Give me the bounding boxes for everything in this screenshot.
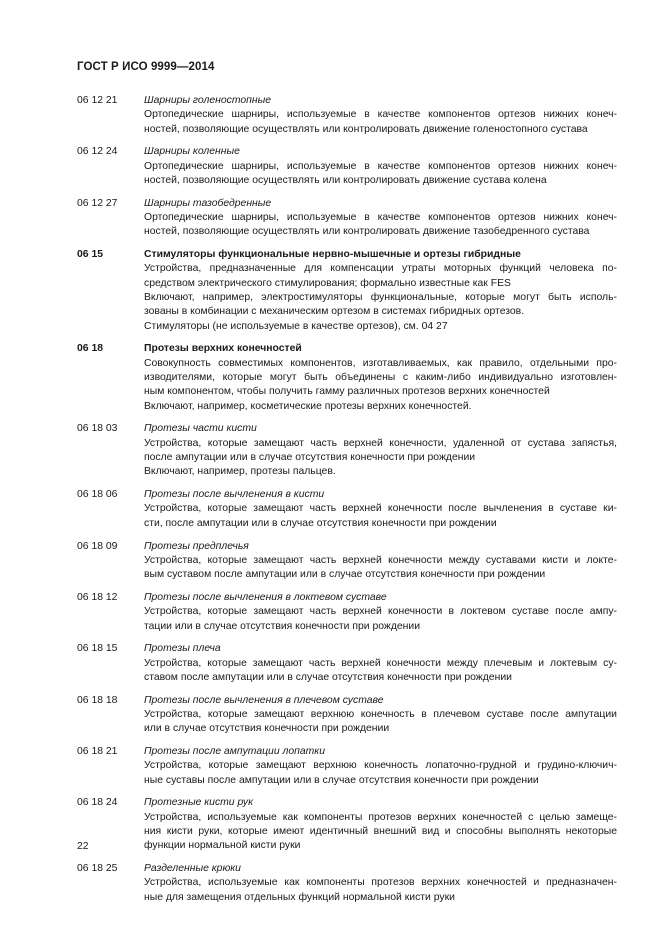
entry-title: Протезы после вычленения в плечевом суставе	[144, 694, 384, 706]
entry-text-line: Устройства, которые замещают часть верхней конечности между суставами кисти и локте-	[144, 554, 617, 566]
classification-entries	[77, 94, 617, 914]
entry-body	[144, 796, 617, 853]
document-header: ГОСТ Р ИСО 9999—2014	[77, 61, 215, 73]
entry-title: Шарниры коленные	[144, 146, 240, 158]
entry-code: 06 18 09	[77, 540, 118, 552]
entry-title: Стимуляторы функциональные нервно-мышечные и ортезы гибридные	[144, 249, 521, 261]
classification-entry	[77, 642, 617, 685]
entry-code: 06 15	[77, 249, 104, 261]
entry-text-line: Включают, например, протезы пальцев.	[144, 466, 336, 478]
entry-text-line: Ортопедические шарниры, используемые в качестве компонентов ортезов нижних конеч-	[144, 212, 617, 224]
entry-text-line: Устройства, которые замещают верхнюю конечность в плечевом суставе после ампутации	[144, 708, 617, 720]
entry-text-line: ностей, позволяющие осуществлять или контролировать движение тазобедренного сустава	[144, 226, 590, 238]
entry-text-line: зованы в комбинации с механическим ортезом в системах гибридных ортезов.	[144, 306, 525, 318]
entry-code: 06 12 21	[77, 95, 118, 106]
entry-code: 06 12 24	[77, 146, 118, 158]
entry-title: Протезы верхних конечностей	[144, 343, 302, 355]
entry-title: Разделенные крюки	[144, 863, 241, 875]
entry-text-line: ставом после ампутации или в случае отсутствия конечности при рождении	[144, 671, 512, 683]
entry-text-line: или в случае отсутствия конечности при рождении	[144, 723, 390, 735]
entry-code: 06 12 27	[77, 197, 118, 209]
entry-text-line: ные суставы после ампутации или в случае отсутствия конечности при рождении	[144, 774, 539, 786]
entry-title: Протезы после ампутации лопатки	[144, 746, 325, 758]
entry-body	[144, 342, 617, 413]
entry-code: 06 18 21	[77, 746, 118, 758]
entry-text-line: Включают, например, косметические протезы верхних конечностей.	[144, 400, 472, 412]
entry-text-line: Ортопедические шарниры, используемые в качестве компонентов ортезов нижних конеч-	[144, 160, 617, 172]
classification-entry	[77, 248, 617, 334]
entry-body	[144, 694, 617, 737]
entry-code: 06 18 25	[77, 863, 118, 875]
entry-text-line: ным компонентом, чтобы получить гамму различных протезов верхних конечностей	[144, 386, 550, 398]
classification-entry	[77, 745, 617, 788]
entry-text-line: Включают, например, электростимуляторы функциональные, которые могут быть исполь-	[144, 292, 617, 304]
entry-text-line: средством электрического стимулирования; формально известные как FES	[144, 277, 511, 289]
entry-text-line: Устройства, которые замещают часть верхней конечности в локтевом суставе после ампу-	[144, 606, 617, 618]
entry-text-line: ния кисти руки, которые имеют идентичный внешний вид и способны выполнять некоторые	[144, 826, 617, 838]
entry-text-line: Устройства, используемые как компоненты протезов верхних конечностей с целью замеще-	[144, 811, 617, 823]
entry-title: Протезные кисти рук	[144, 797, 253, 809]
page-number: 22	[77, 841, 89, 852]
classification-entry	[77, 145, 617, 188]
entry-code: 06 18 18	[77, 694, 118, 706]
entry-title: Протезы после вычленения в локтевом суставе	[144, 591, 387, 603]
entry-title: Протезы части кисти	[144, 423, 257, 435]
entry-text-line: Совокупность совместимых компонентов, изготавливаемых, как правило, отдельными про-	[144, 357, 617, 369]
entry-text-line: после ампутации или в случае отсутствия конечности при рождении	[144, 452, 476, 464]
entry-text-line: Устройства, которые замещают часть верхней конечности после вычленения в суставе ки-	[144, 503, 617, 515]
entry-text-line: ностей, позволяющие осуществлять или контролировать движение сустава колена	[144, 174, 547, 186]
entry-text-line: ные для замещения отдельных функций нормальной кисти руки	[144, 891, 455, 903]
entry-code: 06 18 15	[77, 643, 118, 655]
entry-body	[144, 488, 617, 531]
classification-entry	[77, 94, 617, 137]
entry-text-line: Устройства, которые замещают часть верхней конечности между плечевым и локтевым су-	[144, 657, 617, 669]
entry-body	[144, 540, 617, 583]
entry-body	[144, 422, 617, 479]
classification-entry	[77, 197, 617, 240]
entry-text-line: функции нормальной кисти руки	[144, 840, 301, 852]
classification-entry	[77, 488, 617, 531]
entry-body	[144, 94, 617, 137]
entry-body	[144, 145, 617, 188]
classification-entry	[77, 796, 617, 853]
entry-text-line: вым суставом после ампутации или в случае отсутствия конечности при рождении	[144, 569, 546, 581]
entry-body	[144, 591, 617, 634]
entry-body	[144, 642, 617, 685]
entry-body	[144, 745, 617, 788]
classification-entry	[77, 342, 617, 413]
entry-title: Протезы после вычленения в кисти	[144, 489, 325, 501]
entry-text-line: изводителями, которые могут быть объединены с каким-либо индивидуально изготовлен-	[144, 372, 617, 384]
entry-text-line: ностей, позволяющие осуществлять или контролировать движение голеностопного сустава	[144, 123, 588, 135]
entry-title: Шарниры голеностопные	[144, 95, 271, 106]
entry-body	[144, 862, 617, 905]
entry-text-line: тации или в случае отсутствия конечности при рождении	[144, 620, 421, 632]
entry-text-line: Устройства, предназначенные для компенсации утраты моторных функций человека по-	[144, 263, 617, 275]
entry-title: Протезы плеча	[144, 643, 221, 655]
entry-body	[144, 248, 617, 334]
classification-entry	[77, 694, 617, 737]
entry-code: 06 18 24	[77, 797, 118, 809]
classification-entry	[77, 422, 617, 479]
classification-entry	[77, 591, 617, 634]
entry-title: Шарниры тазобедренные	[144, 197, 272, 209]
entry-title: Протезы предплечья	[144, 540, 249, 552]
entry-code: 06 18 12	[77, 591, 118, 603]
entry-code: 06 18 06	[77, 489, 118, 501]
entry-text-line: Ортопедические шарниры, используемые в качестве компонентов ортезов нижних конеч-	[144, 109, 617, 121]
entry-text-line: Устройства, которые замещают верхнюю конечность лопаточно-грудной и грудино-ключич-	[144, 760, 617, 772]
entry-text-line: Стимуляторы (не используемые в качестве ортезов), см. 04 27	[144, 320, 448, 332]
entry-text-line: сти, после ампутации или в случае отсутствия конечности при рождении	[144, 517, 497, 529]
classification-entry	[77, 540, 617, 583]
entry-code: 06 18 03	[77, 423, 118, 435]
entry-body	[144, 197, 617, 240]
classification-entry	[77, 862, 617, 905]
entry-code: 06 18	[77, 343, 104, 355]
entry-text-line: Устройства, используемые как компоненты протезов верхних конечностей и предназначен-	[144, 877, 617, 889]
entry-text-line: Устройства, которые замещают часть верхней конечности, удаленной от сустава запястья,	[144, 437, 617, 449]
